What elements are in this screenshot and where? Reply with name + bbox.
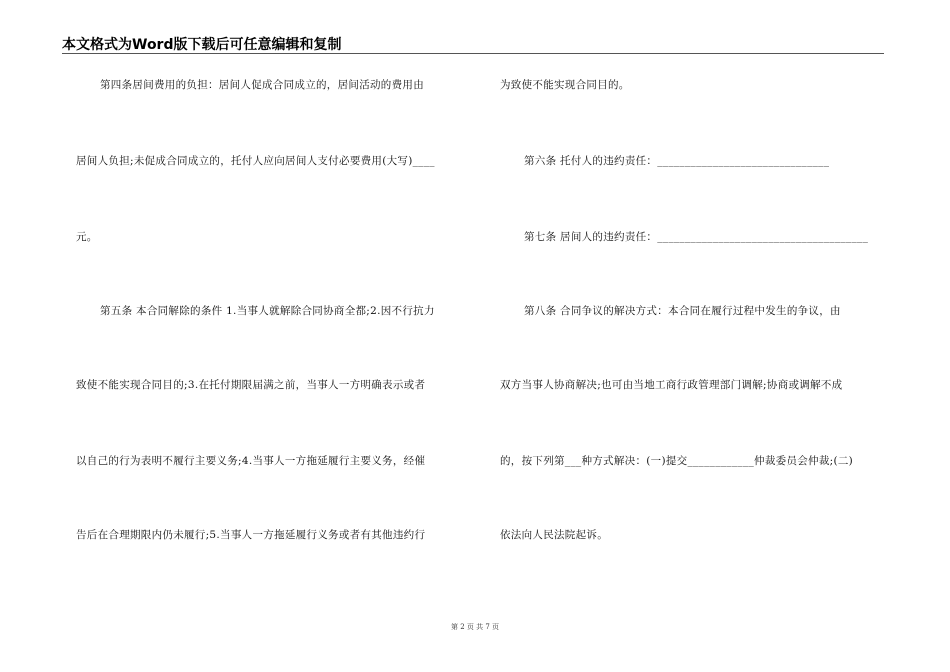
text-line: 第八条 合同争议的解决方式：本合同在履行过程中发生的争议，由	[524, 305, 841, 317]
text-line: 为致使不能实现合同目的。	[500, 79, 630, 91]
text-line: 第四条居间费用的负担：居间人促成合同成立的，居间活动的费用由	[100, 79, 424, 91]
text-line: 第五条 本合同解除的条件 1.当事人就解除合同协商全都;2.因不行抗力	[100, 305, 435, 317]
text-line: 双方当事人协商解决;也可由当地工商行政管理部门调解;协商或调解不成	[500, 379, 843, 391]
page-number: 第 2 页 共 7 页	[450, 623, 500, 631]
header-divider	[62, 53, 884, 54]
text-line: 以自己的行为表明不履行主要义务;4.当事人一方拖延履行主要义务，经催	[76, 455, 426, 467]
text-line: 第七条 居间人的违约责任：______________________________________	[524, 231, 869, 243]
text-line: 的，按下列第___种方式解决：(一)提交____________仲裁委员会仲裁;(二)	[500, 455, 854, 467]
text-line: 居间人负担;未促成合同成立的，托付人应向居间人支付必要费用(大写)____	[76, 155, 435, 167]
text-line: 元。	[76, 231, 98, 243]
text-line: 致使不能实现合同目的;3.在托付期限届满之前，当事人一方明确表示或者	[76, 379, 426, 391]
text-line: 依法向人民法院起诉。	[500, 529, 608, 541]
text-line: 告后在合理期限内仍未履行;5.当事人一方拖延履行义务或者有其他违约行	[76, 529, 426, 541]
text-line: 第六条 托付人的违约责任：_______________________________	[524, 155, 830, 167]
document-header-title: 本文格式为Word版下载后可任意编辑和复制	[62, 37, 342, 53]
